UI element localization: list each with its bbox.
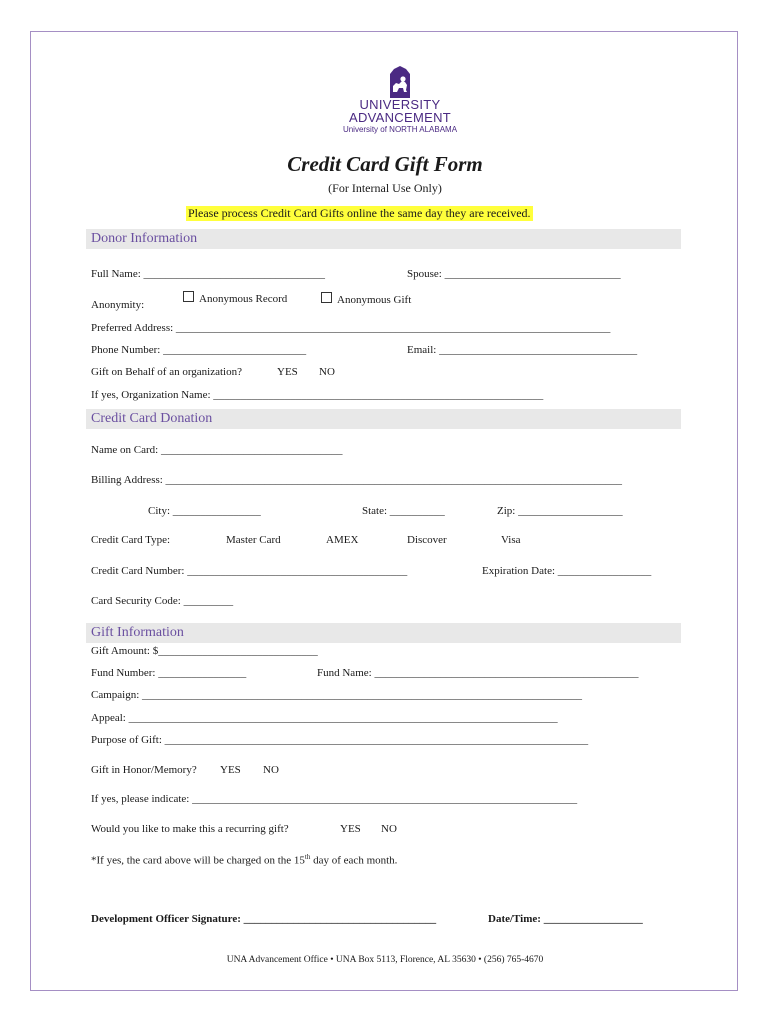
expiration-date-field[interactable]: Expiration Date: _________________: [482, 565, 652, 577]
gift-amount-field[interactable]: Gift Amount: $_____________________________: [91, 645, 318, 657]
logo-line-1: UNIVERSITY: [359, 97, 441, 112]
date-time-field[interactable]: Date/Time: __________________: [488, 913, 643, 925]
card-type-visa[interactable]: Visa: [501, 534, 521, 546]
card-type-label: Credit Card Type:: [91, 534, 171, 546]
logo-line-3: University of NORTH ALABAMA: [342, 125, 458, 134]
card-type-amex[interactable]: AMEX: [326, 534, 359, 546]
email-field[interactable]: Email: ____________________________________: [407, 344, 638, 356]
purpose-of-gift-field[interactable]: Purpose of Gift: _____________________________________________________________________________: [91, 734, 589, 746]
card-type-master-card[interactable]: Master Card: [226, 534, 281, 546]
recurring-gift-question: Would you like to make this a recurring gift?: [91, 823, 289, 835]
fund-number-field[interactable]: Fund Number: ________________: [91, 667, 247, 679]
state-field[interactable]: State: __________: [362, 505, 445, 517]
recurring-note-superscript: th: [304, 853, 311, 861]
recurring-note-text-a: *If yes, the card above will be charged on the 15: [91, 854, 305, 867]
officer-signature-field[interactable]: Development Officer Signature: ___________________________________: [91, 913, 437, 925]
honor-memory-question: Gift in Honor/Memory?: [91, 764, 197, 776]
anonymous-record-option[interactable]: [183, 291, 287, 305]
recurring-gift-no[interactable]: NO: [381, 823, 397, 835]
recurring-gift-yes[interactable]: YES: [340, 823, 361, 835]
anonymous-record-checkbox[interactable]: [183, 291, 194, 302]
full-name-field[interactable]: Full Name: _________________________________: [91, 268, 326, 280]
honor-indicate-field[interactable]: If yes, please indicate: ______________________________________________________________________: [91, 793, 578, 805]
phone-number-field[interactable]: Phone Number: __________________________: [91, 344, 307, 356]
recurring-gift-note: [91, 853, 397, 867]
appeal-field[interactable]: Appeal: ______________________________________________________________________________: [91, 712, 558, 724]
anonymous-gift-option[interactable]: [321, 292, 411, 306]
lion-tower-icon: [385, 66, 415, 98]
card-type-discover[interactable]: Discover: [407, 534, 447, 546]
billing-address-field[interactable]: Billing Address: ___________________________________________________________________________________: [91, 474, 623, 486]
honor-memory-no[interactable]: NO: [263, 764, 279, 776]
on-behalf-question: Gift on Behalf of an organization?: [91, 366, 242, 378]
city-field[interactable]: City: ________________: [148, 505, 261, 517]
spouse-field[interactable]: Spouse: ________________________________: [407, 268, 621, 280]
name-on-card-field[interactable]: Name on Card: _________________________________: [91, 444, 343, 456]
card-number-field[interactable]: Credit Card Number: ________________________________________: [91, 565, 408, 577]
recurring-note-text-b: day of each month.: [310, 854, 398, 867]
footer-contact: UNA Advancement Office • UNA Box 5113, Florence, AL 35630 • (256) 765-4670: [226, 955, 544, 965]
section-credit-card-donation: Credit Card Donation: [86, 409, 681, 429]
zip-field[interactable]: Zip: ___________________: [497, 505, 623, 517]
form-subtitle: (For Internal Use Only): [328, 181, 442, 195]
logo-line-2: ADVANCEMENT: [348, 110, 451, 125]
anonymity-label: Anonymity:: [91, 299, 145, 311]
section-gift-information: Gift Information: [86, 623, 681, 643]
anonymous-gift-checkbox[interactable]: [321, 292, 332, 303]
security-code-field[interactable]: Card Security Code: _________: [91, 595, 234, 607]
form-title: Credit Card Gift Form: [287, 152, 483, 176]
fund-name-field[interactable]: Fund Name: ________________________________________________: [317, 667, 639, 679]
university-logo: [330, 66, 470, 135]
on-behalf-no[interactable]: NO: [319, 366, 335, 378]
preferred-address-field[interactable]: Preferred Address: _______________________________________________________________________________: [91, 322, 611, 334]
organization-name-field[interactable]: If yes, Organization Name: ____________________________________________________________: [91, 389, 544, 401]
anonymous-gift-label: Anonymous Gift: [337, 294, 412, 306]
anonymous-record-label: Anonymous Record: [199, 293, 288, 305]
section-donor-information: Donor Information: [86, 229, 681, 249]
campaign-field[interactable]: Campaign: ________________________________________________________________________________: [91, 689, 583, 701]
on-behalf-yes[interactable]: YES: [277, 366, 298, 378]
notice-banner: Please process Credit Card Gifts online the same day they are received.: [188, 206, 531, 220]
honor-memory-yes[interactable]: YES: [220, 764, 241, 776]
